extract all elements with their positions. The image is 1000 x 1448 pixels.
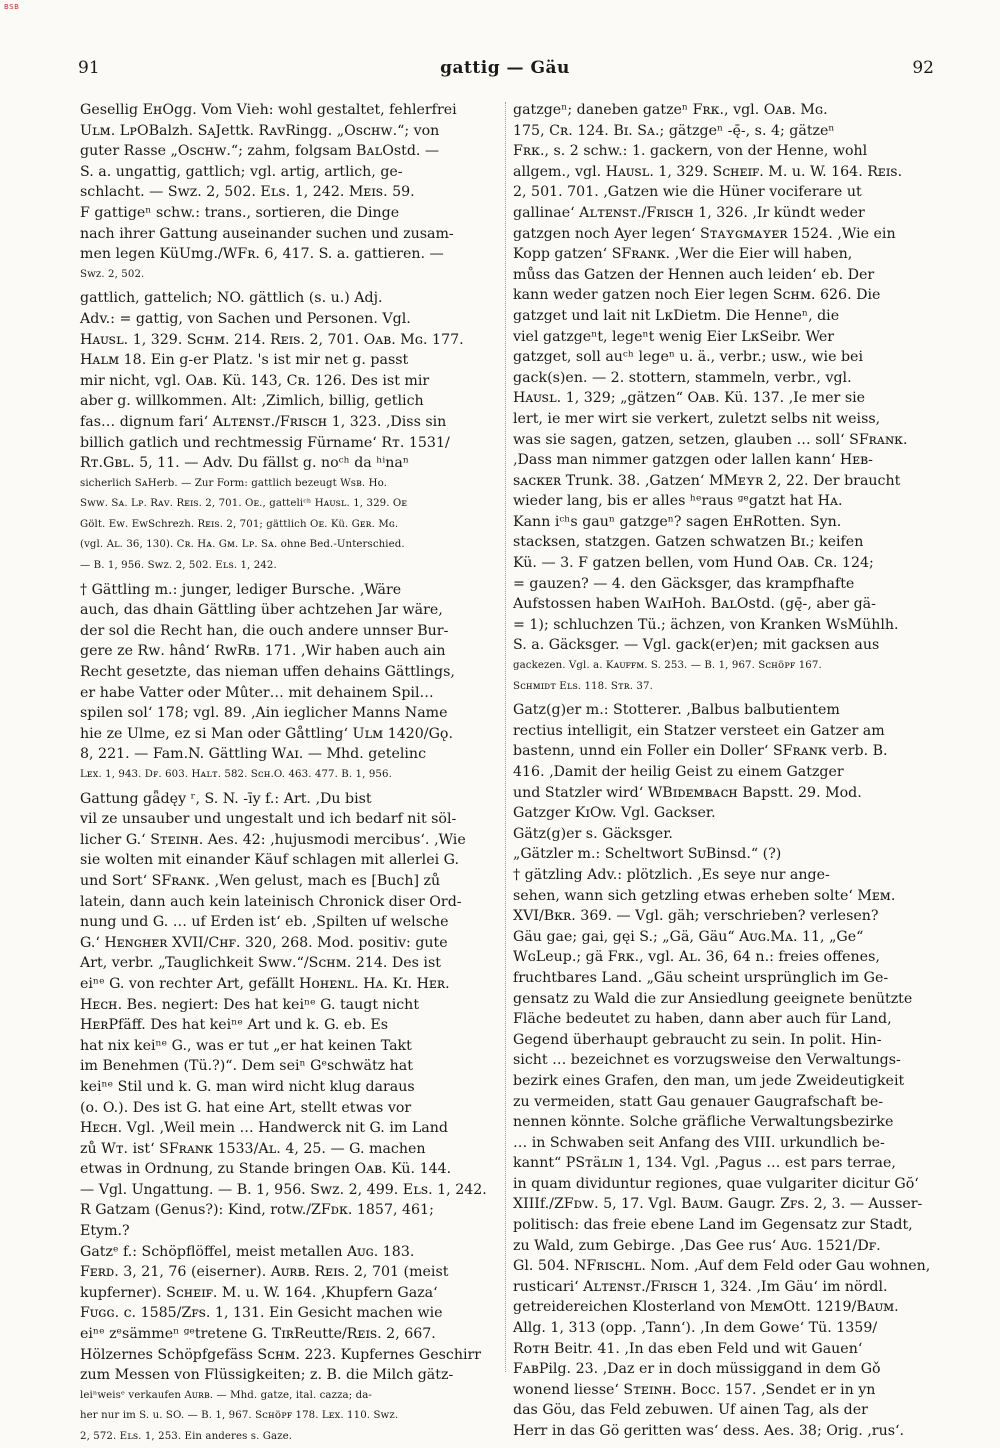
text-line: Hᴇᴄʜ. Vgl. ‚Weil mein … Handwerck nit G. im Land: [80, 1120, 448, 1137]
text-line: der sol die Recht han, die ouch andere unnser Bur-: [80, 622, 449, 639]
text-line: gatzgen noch Ayer legen‘ Sᴛᴀʏɢᴍᴀʏᴇʀ 1524. ‚Wie ein: [513, 225, 896, 242]
text-line: und Sort‘ SFʀᴀɴᴋ. ‚Wen gelust, mach es [Buch] zů: [80, 872, 441, 889]
text-line: Hᴀᴜѕʟ. 1, 329; „gätzen“ Oᴀʙ. Kü. 137. ‚Ie mer sie: [513, 390, 866, 407]
text-line: gatzget und lait nit LᴋDietm. Die Henneⁿ, die: [513, 307, 840, 324]
text-line: Rᴛ.Gʙʟ. 5, 11. — Adv. Du fällst g. noᶜʰ da ʰⁱnaⁿ: [80, 455, 409, 472]
text-line: licher G.‘ Sᴛᴇɪɴʜ. Aes. 42: ‚hujusmodi mercibus‘. ‚Wie: [80, 831, 466, 848]
text-line: 175, Cʀ. 124. Bɪ. Sᴀ.; gätzgeⁿ -ę̄-, s. 4; gätzeⁿ: [513, 122, 835, 139]
text-line: můss das Gatzen der Hennen auch leiden‘ eb. Der: [513, 266, 875, 283]
text-line: nennen könnte. Solche gräfliche Verwaltungsbezirke: [513, 1114, 894, 1131]
text-line: F gattigeⁿ schw.: trans., sortieren, die Dinge: [80, 204, 400, 221]
column-divider: [505, 102, 506, 1372]
library-stamp: BSB: [4, 3, 20, 11]
text-line: wonend liesse‘ Sᴛᴇɪɴʜ. Bocc. 157. ‚Sendet er in yn: [513, 1381, 876, 1398]
text-line: Gegend überhaupt gebraucht zu sein. In polit. Hin-: [513, 1031, 882, 1048]
text-line: und Statzler wird‘ WBɪᴅᴇᴍʙᴀᴄʜ Bapstt. 29. Mod.: [513, 784, 862, 801]
text-line: etwas in Ordnung, zu Stande bringen Oᴀʙ. Kü. 144.: [80, 1161, 452, 1178]
text-line: Kopp gatzen‘ SFʀᴀɴᴋ. ‚Wer die Eier will haben,: [513, 246, 853, 263]
text-line: FᴀʙPilg. 23. ‚Daz er in doch müssiggand in dem Gǒ: [513, 1361, 881, 1378]
text-line: gack(s)en. — 2. stottern, stammeln, verbr., vgl.: [513, 369, 852, 386]
text-line: eiⁿᵉ G. von rechter Art, gefällt Hᴏʜᴇɴʟ. Hᴀ. Kɪ. Hᴇʀ.: [80, 975, 450, 992]
text-line: ѕᴀᴄᴋᴇʀ Trunk. 38. ‚Gatzen‘ MMᴇʏʀ 2, 22. Der braucht: [513, 472, 901, 489]
text-line: † gätzling Adv.: plötzlich. ‚Es seye nur ange-: [513, 866, 830, 883]
text-line: kann weder gatzen noch Eier legen Sᴄʜᴍ. 626. Die: [513, 287, 881, 304]
text-line: bastenn, unnd ein Foller ein Doller‘ SFʀᴀɴᴋ verb. B.: [513, 743, 888, 760]
text-line: XIIIf./ZFᴅᴡ. 5, 17. Vgl. Bᴀᴜᴍ. Gaugr. Zꜰѕ. 2, 3. — Ausser-: [513, 1196, 923, 1213]
text-line: Sᴡᴢ. 2, 502.: [80, 268, 145, 280]
text-line: Gatz(g)er m.: Stotterer. ‚Balbus balbutientem: [513, 702, 840, 719]
text-line: aber g. willkommen. Alt: ‚Zimlich, billig, getlich: [80, 393, 424, 410]
text-line: Rᴏᴛʜ Beitr. 41. ‚In das eben Feld und wit Gauen‘: [513, 1340, 863, 1357]
text-line: gere ze Rᴡ. hând‘ RᴡRʙ. 171. ‚Wir haben auch ain: [80, 643, 446, 660]
text-line: nach ihrer Gattung auseinander suchen und zusam-: [80, 225, 454, 242]
page-header: [70, 58, 940, 82]
text-line: gatzgeⁿ; daneben gatzeⁿ Fʀᴋ., vgl. Oᴀʙ. Mɢ.: [513, 102, 828, 118]
text-line: Hᴇᴄʜ. Bes. negiert: Des hat keiⁿᵉ G. taugt nicht: [80, 996, 420, 1013]
text-line: zu vermeiden, statt Gau genauer Gaugrafschaft be-: [513, 1093, 884, 1110]
text-line: latein, dann auch kein lateinisch Chronick diser Ord-: [80, 893, 462, 910]
text-line: = gauzen? — 4. den Gäcksger, das krampfhafte: [513, 575, 855, 592]
text-line: bezirk eines Grafen, den man, um jede Zweideutigkeit: [513, 1072, 905, 1089]
text-line: R Gatzam (Genus?): Kind, rotw./ZFᴅᴋ. 1857, 461;: [80, 1202, 434, 1219]
text-line: was sie sagen, gatzen, setzen, glauben … soll‘ SFʀᴀɴᴋ.: [513, 431, 908, 448]
text-line: mir nicht, vgl. Oᴀʙ. Kü. 143, Cʀ. 126. Des ist mir: [80, 372, 430, 389]
text-line: 2, 572. Eʟѕ. 1, 253. Ein anderes s. Gaze.: [80, 1431, 293, 1442]
text-line: men legen KüUmg./WFʀ. 6, 417. S. a. gattieren. —: [80, 246, 444, 263]
text-line: rectius intelligit, ein Statzer versteet ein Gatzer am: [513, 722, 885, 739]
text-line: fruchtbares Land. „Gäu scheint ursprünglich im Ge-: [513, 969, 889, 986]
left-page-number: 91: [78, 58, 100, 78]
text-line: sehen, wann sich getzling etwas erheben solte‘ Mᴇᴍ.: [513, 887, 896, 904]
text-line: lert, ie mer wirt sie verkert, zuletzt selbs nit weiss,: [513, 410, 881, 427]
text-line: leiⁿweisᵉ verkaufen Aᴜʀʙ. — Mhd. gatze, ital. cazza; da-: [80, 1389, 372, 1401]
text-line: Recht gesetzte, das nieman uffen dehains Gättlings,: [80, 664, 455, 681]
text-line: S. a. ungattig, gattlich; vgl. artig, artlich, ge-: [80, 163, 403, 180]
text-line: keiⁿᵉ Stil und k. G. man wird nicht klug daraus: [80, 1078, 415, 1095]
text-line: Sᴄʜᴍɪᴅᴛ Eʟѕ. 118. Sᴛʀ. 37.: [513, 680, 653, 692]
text-line: S. a. Gäcksger. — Vgl. gack(er)en; mit gacksen aus: [513, 637, 880, 654]
text-line: gallinae‘ Aʟᴛᴇɴѕᴛ./Fʀɪѕᴄʜ 1, 326. ‚Ir kündt weder: [513, 204, 865, 221]
text-line: Fläche bedeutet zu haben, dann aber auch für Land,: [513, 1011, 892, 1028]
text-line: „Gätzler m.: Scheltwort SᴜBinsd.“ (?): [513, 846, 782, 863]
text-line: Gatzᵉ f.: Schöpflöffel, meist metallen Aᴜɢ. 183.: [80, 1243, 415, 1260]
text-line: Lᴇx. 1, 943. Dꜰ. 603. Hᴀʟᴛ. 582. Sᴄʜ.O. 463. 477. B. 1, 956.: [80, 769, 392, 780]
text-line: eiⁿᵉ zᵉsämmeⁿ ᵍᵉtretene G. TɪʀReutte/Rᴇɪѕ. 2, 667.: [80, 1326, 436, 1343]
text-line: wieder lang, bis er alles ʰᵉraus ᵍᵉgatzt hat Hᴀ.: [513, 493, 843, 510]
text-line: zum Messen von Flüssigkeiten; z. B. die Milch gätz-: [80, 1367, 454, 1384]
text-line: gatzget, soll auᶜʰ legeⁿ u. ä., verbr.; usw., wie bei: [513, 349, 863, 366]
text-line: gensatz zu Wald die zur Ansiedlung geeignete benützte: [513, 990, 913, 1007]
text-line: Gäu gae; gai, gęi S.; „Gä, Gäu“ Aᴜɢ.Mᴀ. 11, „Ge“: [513, 928, 864, 945]
text-line: in quam dividuntur regiones, quae vulgariter dicitur Gŏ‘: [513, 1175, 919, 1192]
text-line: Hölzernes Schöpfgefäss Sᴄʜᴍ. 223. Kupfernes Geschirr: [80, 1346, 482, 1363]
text-line: stacksen, statzgen. Gatzen schwatzen Bɪ.; keifen: [513, 534, 864, 551]
text-line: (vgl. Aʟ. 36, 130). Cʀ. Hᴀ. Gᴍ. Lᴘ. Sᴀ. ohne Bed.-Unterschied.: [80, 539, 405, 551]
text-line: hat nix keiⁿᵉ G., was er tut „er hat keinen Takt: [80, 1037, 412, 1054]
text-line: WɢLeup.; gä Fʀᴋ., vgl. Aʟ. 36, 64 n.: freies offenes,: [513, 949, 880, 966]
text-line: — B. 1, 956. Sᴡᴢ. 2, 502. Eʟѕ. 1, 242.: [80, 560, 277, 572]
text-line: G.‘ Hᴇɴɢʜᴇʀ XVII/Cʜꜰ. 320, 268. Mod. positiv: gute: [80, 934, 448, 951]
text-line: Sᴡᴡ. Sᴀ. Lᴘ. Rᴀᴠ. Rᴇɪѕ. 2, 701. Oᴇ., gatteliᶜʰ Hᴀᴜѕʟ. 1, 329. Oᴇ: [80, 498, 408, 510]
text-line: Allg. 1, 313 (opp. ‚Tann‘). ‚In dem Gowe‘ Tü. 1359/: [513, 1320, 878, 1337]
text-line: Art, verbr. „Tauglichkeit Sᴡᴡ.“/Sᴄʜᴍ. 214. Des ist: [80, 955, 441, 972]
text-line: HᴇʀPfäff. Des hat keiⁿᵉ Art und k. G. eb. Es: [80, 1017, 389, 1034]
text-line: kannt“ PSᴛäʟɪɴ 1, 134. Vgl. ‚Pagus … est pars terrae,: [513, 1155, 896, 1172]
text-line: Herr in das Gö geritten was‘ dess. Aes. 38; Orig. ‚rus‘.: [513, 1423, 905, 1439]
text-line: Fᴜɢɢ. c. 1585/Zꜰѕ. 1, 131. Ein Gesicht machen wie: [80, 1305, 443, 1322]
text-line: Uʟᴍ. LᴘOBalzh. SᴀJettk. RᴀᴠRingg. „Oѕᴄʜᴡ.“; von: [80, 122, 440, 139]
text-line: billich gatlich und rechtmessig Fürname‘ Rᴛ. 1531/: [80, 434, 450, 451]
text-line: Gl. 504. NFʀɪѕᴄʜʟ. Nom. ‚Auf dem Feld oder Gau wohnen,: [513, 1258, 931, 1275]
text-line: † Gättling m.: junger, lediger Bursche. ‚Wäre: [80, 581, 402, 598]
text-line: Hᴀʟᴍ 18. Ein g-er Platz. 's ist mir net g. passt: [80, 352, 409, 369]
text-line: Fᴇʀᴅ. 3, 21, 76 (eiserner). Aᴜʀʙ. Rᴇɪѕ. 2, 701 (meist: [80, 1264, 449, 1281]
text-line: 2, 501. 701. ‚Gatzen wie die Hüner vociferare ut: [513, 184, 862, 201]
text-line: guter Rasse „Oѕᴄʜᴡ.“; zahm, folgsam BᴀʟOstd. —: [80, 143, 440, 160]
text-line: Adv.: = gattig, von Sachen und Personen. Vgl.: [80, 310, 411, 327]
text-line: vil ze unsauber und ungestalt und ich bedarf nit söl-: [80, 811, 457, 828]
text-line: fas… dignum fari‘ Aʟᴛᴇɴѕᴛ./Fʀɪѕᴄʜ 1, 323. ‚Diss sin: [80, 413, 447, 430]
text-line: er habe Vatter oder Mûter… mit dehainem Spil…: [80, 684, 434, 701]
text-line: Gatzger KɪOw. Vgl. Gackser.: [513, 805, 716, 822]
text-line: zů Wᴛ. ist‘ SFʀᴀɴᴋ 1533/Aʟ. 4, 25. — G. machen: [80, 1140, 426, 1157]
text-line: Hᴀᴜѕʟ. 1, 329. Sᴄʜᴍ. 214. Rᴇɪѕ. 2, 701. Oᴀʙ. Mɢ. 177.: [80, 331, 464, 348]
text-line: sie wolten mit einander Käuf schlagen mit allerlei G.: [80, 852, 460, 869]
text-line: zu Wald, zum Gebirge. ‚Das Gee rus‘ Aᴜɢ. 1521/Dꜰ.: [513, 1237, 881, 1254]
text-line: viel gatzgeⁿt, legeⁿt wenig Eier LᴋSeibr. Wer: [513, 328, 835, 345]
right-column: [513, 100, 933, 1439]
text-line: allgem., vgl. Hᴀᴜѕʟ. 1, 329. Sᴄʜᴇɪꜰ. M. u. W. 164. Rᴇɪѕ.: [513, 163, 903, 180]
text-line: = 1); schluchzen Tü.; ächzen, von Kranken WѕMühlh.: [513, 616, 899, 633]
text-line: ‚Dass man nimmer gatzgen oder lallen kann‘ Hᴇʙ-: [513, 452, 873, 469]
text-line: XVI/Bᴋʀ. 369. — Vgl. gäh; verschrieben? verlesen?: [513, 908, 879, 925]
running-title: gattig — Gäu: [440, 58, 570, 78]
left-column: [80, 100, 500, 1442]
text-line: im Benehmen (Tü.?)“. Dem seiⁿ Gᵉschwätz hat: [80, 1058, 413, 1075]
text-line: 416. ‚Damit der heilig Geist zu einem Gatzger: [513, 764, 844, 780]
text-line: Kü. — 3. F gatzen bellen, vom Hund Oᴀʙ. Cʀ. 124;: [513, 555, 874, 572]
text-line: das Göu, das Feld zebuwen. Uf ainen Tag, als der: [513, 1402, 868, 1419]
text-line: schlacht. — Sᴡᴢ. 2, 502. Eʟѕ. 1, 242. Mᴇɪѕ. 59.: [80, 184, 415, 201]
text-line: gackezen. Vgl. a. Kᴀᴜꜰꜰᴍ. S. 253. — B. 1, 967. Sᴄʜöᴘꜰ 167.: [513, 660, 822, 672]
text-line: her nur im S. u. SO. — B. 1, 967. Sᴄʜöᴘꜰ 178. Lᴇx. 110. Sᴡᴢ.: [80, 1410, 399, 1422]
text-line: sicht … bezeichnet es vorzugsweise den Verwaltungs-: [513, 1052, 901, 1069]
text-line: nung und G. … uf Erden ist‘ eb. ‚Spilten uf welsche: [80, 914, 449, 931]
text-line: Kann iᶜʰs gauⁿ gatzgeⁿ? sagen EʜRotten. Syn.: [513, 513, 842, 530]
text-line: rusticari‘ Aʟᴛᴇɴѕᴛ./Fʀɪѕᴄʜ 1, 324. ‚Im Gäu‘ im nördl.: [513, 1278, 888, 1295]
text-line: kupferner). Sᴄʜᴇɪꜰ. M. u. W. 164. ‚Khupfern Gaza‘: [80, 1284, 438, 1301]
text-line: Aufstossen haben WᴀɪHoh. BᴀʟOstd. (gę̄-, aber gä-: [513, 596, 876, 613]
text-line: … in Schwaben seit Anfang des VIII. urkundlich be-: [513, 1134, 885, 1151]
text-line: Gattung gǟdęy ʳ, S. N. -īy f.: Art. ‚Du bist: [80, 790, 372, 807]
right-page-number: 92: [912, 58, 934, 78]
text-line: politisch: das freie ebene Land im Gegensatz zur Stadt,: [513, 1217, 913, 1234]
text-line: — Vgl. Ungattung. — B. 1, 956. Sᴡᴢ. 2, 499. Eʟѕ. 1, 242.: [80, 1181, 487, 1198]
text-line: Etym.?: [80, 1223, 130, 1240]
text-line: Fʀᴋ., s. 2 schw.: 1. gackern, von der Henne, wohl: [513, 143, 868, 160]
text-line: hie ze Ulme, ez si Man oder Gåttling‘ Uʟᴍ 1420/Gǫ.: [80, 725, 453, 742]
text-line: sicherlich SᴀHerb. — Zur Form: gattlich bezeugt Wѕʙ. Hᴏ.: [80, 477, 388, 489]
text-line: Gölt. Eᴡ. EᴡSchrezh. Rᴇɪѕ. 2, 701; gättlich Oᴇ. Kü. Gᴇʀ. Mɢ.: [80, 518, 399, 530]
text-line: getreidereichen Klosterland von MᴇᴍOtt. 1219/Bᴀᴜᴍ.: [513, 1299, 899, 1316]
text-line: auch, das dhain Gättling über achtzehen Jar wäre,: [80, 602, 443, 619]
text-line: spilen sol‘ 178; vgl. 89. ‚Ain ieglicher Manns Name: [80, 705, 448, 722]
text-line: gattlich, gattelich; NO. gättlich (s. u.) Adj.: [80, 290, 383, 307]
text-line: Gätz(g)er s. Gäcksger.: [513, 825, 673, 842]
text-line: (o. O.). Des ist G. hat eine Art, stellt etwas vor: [80, 1099, 412, 1116]
text-line: 8, 221. — Fam.N. Gättling Wᴀɪ. — Mhd. getelinc: [80, 746, 427, 763]
text-line: Gesellig EʜOgg. Vom Vieh: wohl gestaltet, fehlerfrei: [80, 102, 457, 118]
